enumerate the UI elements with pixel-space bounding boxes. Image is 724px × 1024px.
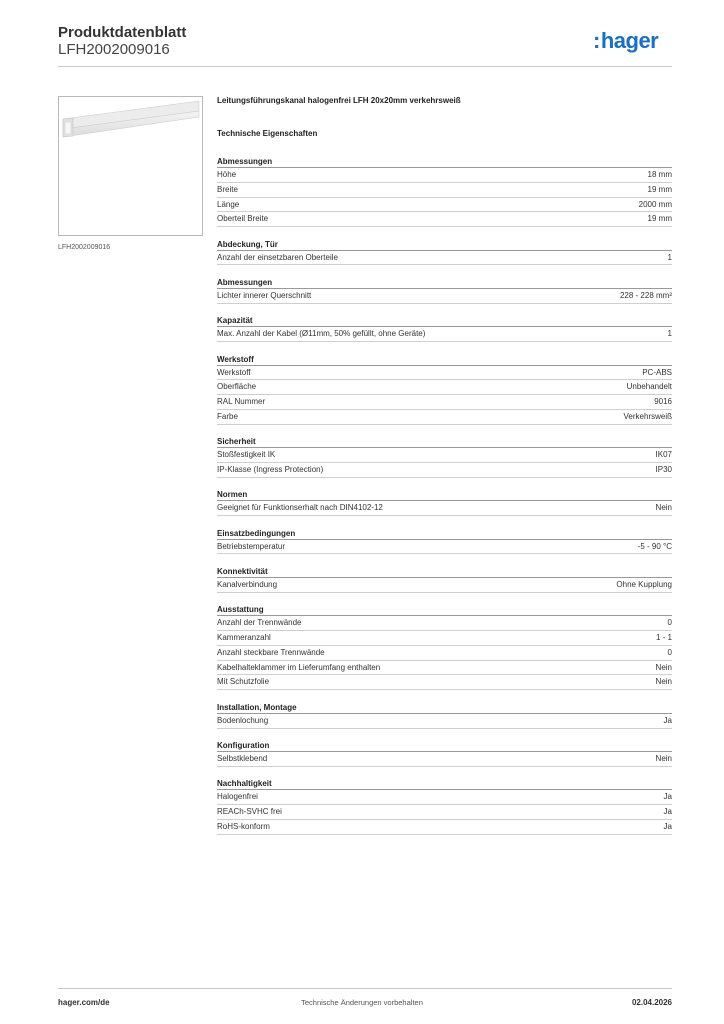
spec-row bbox=[217, 380, 672, 395]
spec-label: Halogenfrei bbox=[217, 792, 258, 802]
spec-value: 0 bbox=[667, 618, 672, 628]
spec-label: Lichter innerer Querschnitt bbox=[217, 290, 312, 300]
spec-label: Höhe bbox=[217, 170, 237, 179]
spec-row bbox=[217, 714, 672, 729]
header-divider bbox=[58, 66, 672, 67]
spec-content bbox=[217, 96, 672, 846]
spec-value: Ja bbox=[663, 807, 672, 817]
spec-label: Oberteil Breite bbox=[217, 214, 269, 224]
spec-row bbox=[217, 805, 672, 820]
spec-label: Kabelhalteklammer im Lieferumfang enthalten bbox=[217, 662, 381, 672]
spec-row bbox=[217, 578, 672, 593]
spec-value: 1 bbox=[667, 329, 672, 339]
tech-properties-title: Technische Eigenschaften bbox=[217, 129, 318, 138]
cable-duct-image-icon bbox=[59, 97, 202, 235]
spec-label: RAL Nummer bbox=[217, 397, 266, 407]
spec-section bbox=[217, 740, 672, 767]
spec-section bbox=[217, 702, 672, 729]
spec-row bbox=[217, 661, 672, 676]
spec-value: Unbehandelt bbox=[626, 382, 672, 392]
footer-divider bbox=[58, 988, 672, 989]
spec-row bbox=[217, 501, 672, 516]
spec-value: Nein bbox=[655, 677, 672, 687]
spec-sections bbox=[217, 156, 672, 835]
spec-label: Werkstoff bbox=[217, 367, 251, 377]
spec-value: Ja bbox=[663, 792, 672, 802]
footer-note: Technische Änderungen vorbehalten bbox=[301, 998, 423, 1007]
spec-section bbox=[217, 436, 672, 478]
spec-section bbox=[217, 528, 672, 555]
product-code: LFH2002009016 bbox=[58, 41, 170, 58]
footer-website: hager.com/de bbox=[58, 998, 110, 1007]
page-title: Produktdatenblatt bbox=[58, 24, 187, 41]
spec-section bbox=[217, 156, 672, 227]
product-title: Leitungsführungskanal halogenfrei LFH 20x20mm verkehrsweiß bbox=[217, 96, 461, 105]
spec-label: Kammeranzahl bbox=[217, 633, 271, 643]
section-heading: Werkstoff bbox=[217, 354, 672, 366]
spec-label: Anzahl steckbare Trennwände bbox=[217, 647, 325, 657]
spec-row bbox=[217, 168, 672, 183]
spec-row bbox=[217, 395, 672, 410]
section-heading: Abmessungen bbox=[217, 156, 672, 168]
spec-label: Max. Anzahl der Kabel (Ø11mm, 50% gefüllt, ohne Geräte) bbox=[217, 329, 426, 339]
section-heading: Einsatzbedingungen bbox=[217, 528, 672, 540]
spec-row bbox=[217, 790, 672, 805]
spec-section bbox=[217, 604, 672, 690]
spec-label: Anzahl der einsetzbaren Oberteile bbox=[217, 252, 338, 262]
spec-value: 2000 mm bbox=[638, 199, 672, 209]
spec-label: Betriebstemperatur bbox=[217, 541, 286, 551]
spec-value: 18 mm bbox=[647, 170, 672, 179]
spec-row bbox=[217, 327, 672, 342]
spec-value: Nein bbox=[655, 662, 672, 672]
section-heading: Abdeckung, Tür bbox=[217, 239, 672, 251]
spec-value: 0 bbox=[667, 647, 672, 657]
spec-value: Ja bbox=[663, 821, 672, 831]
spec-row bbox=[217, 448, 672, 463]
spec-value: IP30 bbox=[655, 465, 672, 475]
spec-label: RoHS-konform bbox=[217, 821, 270, 831]
spec-row bbox=[217, 820, 672, 835]
section-heading: Installation, Montage bbox=[217, 702, 672, 714]
spec-section bbox=[217, 315, 672, 342]
spec-row bbox=[217, 675, 672, 690]
spec-label: Geeignet für Funktionserhalt nach DIN4102-12 bbox=[217, 503, 383, 513]
spec-label: Kanalverbindung bbox=[217, 579, 278, 589]
image-caption: LFH2002009016 bbox=[58, 244, 111, 251]
product-image bbox=[58, 96, 203, 236]
section-heading: Abmessungen bbox=[217, 277, 672, 289]
spec-section bbox=[217, 277, 672, 304]
spec-value: IK07 bbox=[655, 450, 672, 460]
section-heading: Nachhaltigkeit bbox=[217, 778, 672, 790]
spec-row bbox=[217, 183, 672, 198]
hager-logo bbox=[593, 28, 658, 54]
spec-value: 19 mm bbox=[647, 184, 672, 194]
spec-label: Mit Schutzfolie bbox=[217, 677, 270, 687]
spec-value: 19 mm bbox=[647, 214, 672, 224]
logo-mark-icon: : bbox=[593, 28, 600, 53]
section-heading: Normen bbox=[217, 489, 672, 501]
spec-section bbox=[217, 566, 672, 593]
footer-date: 02.04.2026 bbox=[631, 998, 672, 1007]
section-heading: Kapazität bbox=[217, 315, 672, 327]
spec-label: Bodenlochung bbox=[217, 715, 269, 725]
spec-value: Ja bbox=[663, 715, 672, 725]
spec-section bbox=[217, 489, 672, 516]
spec-row bbox=[217, 463, 672, 478]
spec-section bbox=[217, 354, 672, 425]
spec-value: Nein bbox=[655, 754, 672, 764]
spec-value: Ohne Kupplung bbox=[616, 579, 672, 589]
spec-label: Anzahl der Trennwände bbox=[217, 618, 302, 628]
spec-value: PC-ABS bbox=[642, 367, 672, 377]
spec-value: 1 - 1 bbox=[655, 633, 672, 643]
spec-value: 228 - 228 mm² bbox=[619, 290, 672, 300]
spec-label: IP-Klasse (Ingress Protection) bbox=[217, 465, 324, 475]
spec-row bbox=[217, 289, 672, 304]
spec-row bbox=[217, 752, 672, 767]
section-heading: Konfiguration bbox=[217, 740, 672, 752]
spec-value: 9016 bbox=[654, 397, 672, 407]
spec-row bbox=[217, 366, 672, 381]
section-heading: Ausstattung bbox=[217, 604, 672, 616]
spec-label: Stoßfestigkeit IK bbox=[217, 450, 276, 460]
spec-value: -5 - 90 °C bbox=[637, 541, 672, 551]
spec-label: REACh-SVHC frei bbox=[217, 807, 282, 817]
spec-row bbox=[217, 410, 672, 425]
logo-text: hager bbox=[600, 28, 659, 53]
spec-label: Breite bbox=[217, 184, 238, 194]
spec-row bbox=[217, 540, 672, 555]
spec-value: Verkehrsweiß bbox=[623, 411, 672, 421]
spec-label: Farbe bbox=[217, 411, 238, 421]
spec-row bbox=[217, 251, 672, 266]
spec-section bbox=[217, 239, 672, 266]
section-heading: Sicherheit bbox=[217, 436, 672, 448]
spec-row bbox=[217, 616, 672, 631]
spec-row bbox=[217, 631, 672, 646]
spec-row bbox=[217, 198, 672, 213]
spec-row bbox=[217, 212, 672, 227]
spec-label: Selbstklebend bbox=[217, 754, 268, 764]
spec-label: Oberfläche bbox=[217, 382, 257, 392]
spec-value: 1 bbox=[667, 252, 672, 262]
spec-section bbox=[217, 778, 672, 834]
spec-row bbox=[217, 646, 672, 661]
spec-label: Länge bbox=[217, 199, 240, 209]
section-heading: Konnektivität bbox=[217, 566, 672, 578]
spec-value: Nein bbox=[655, 503, 672, 513]
